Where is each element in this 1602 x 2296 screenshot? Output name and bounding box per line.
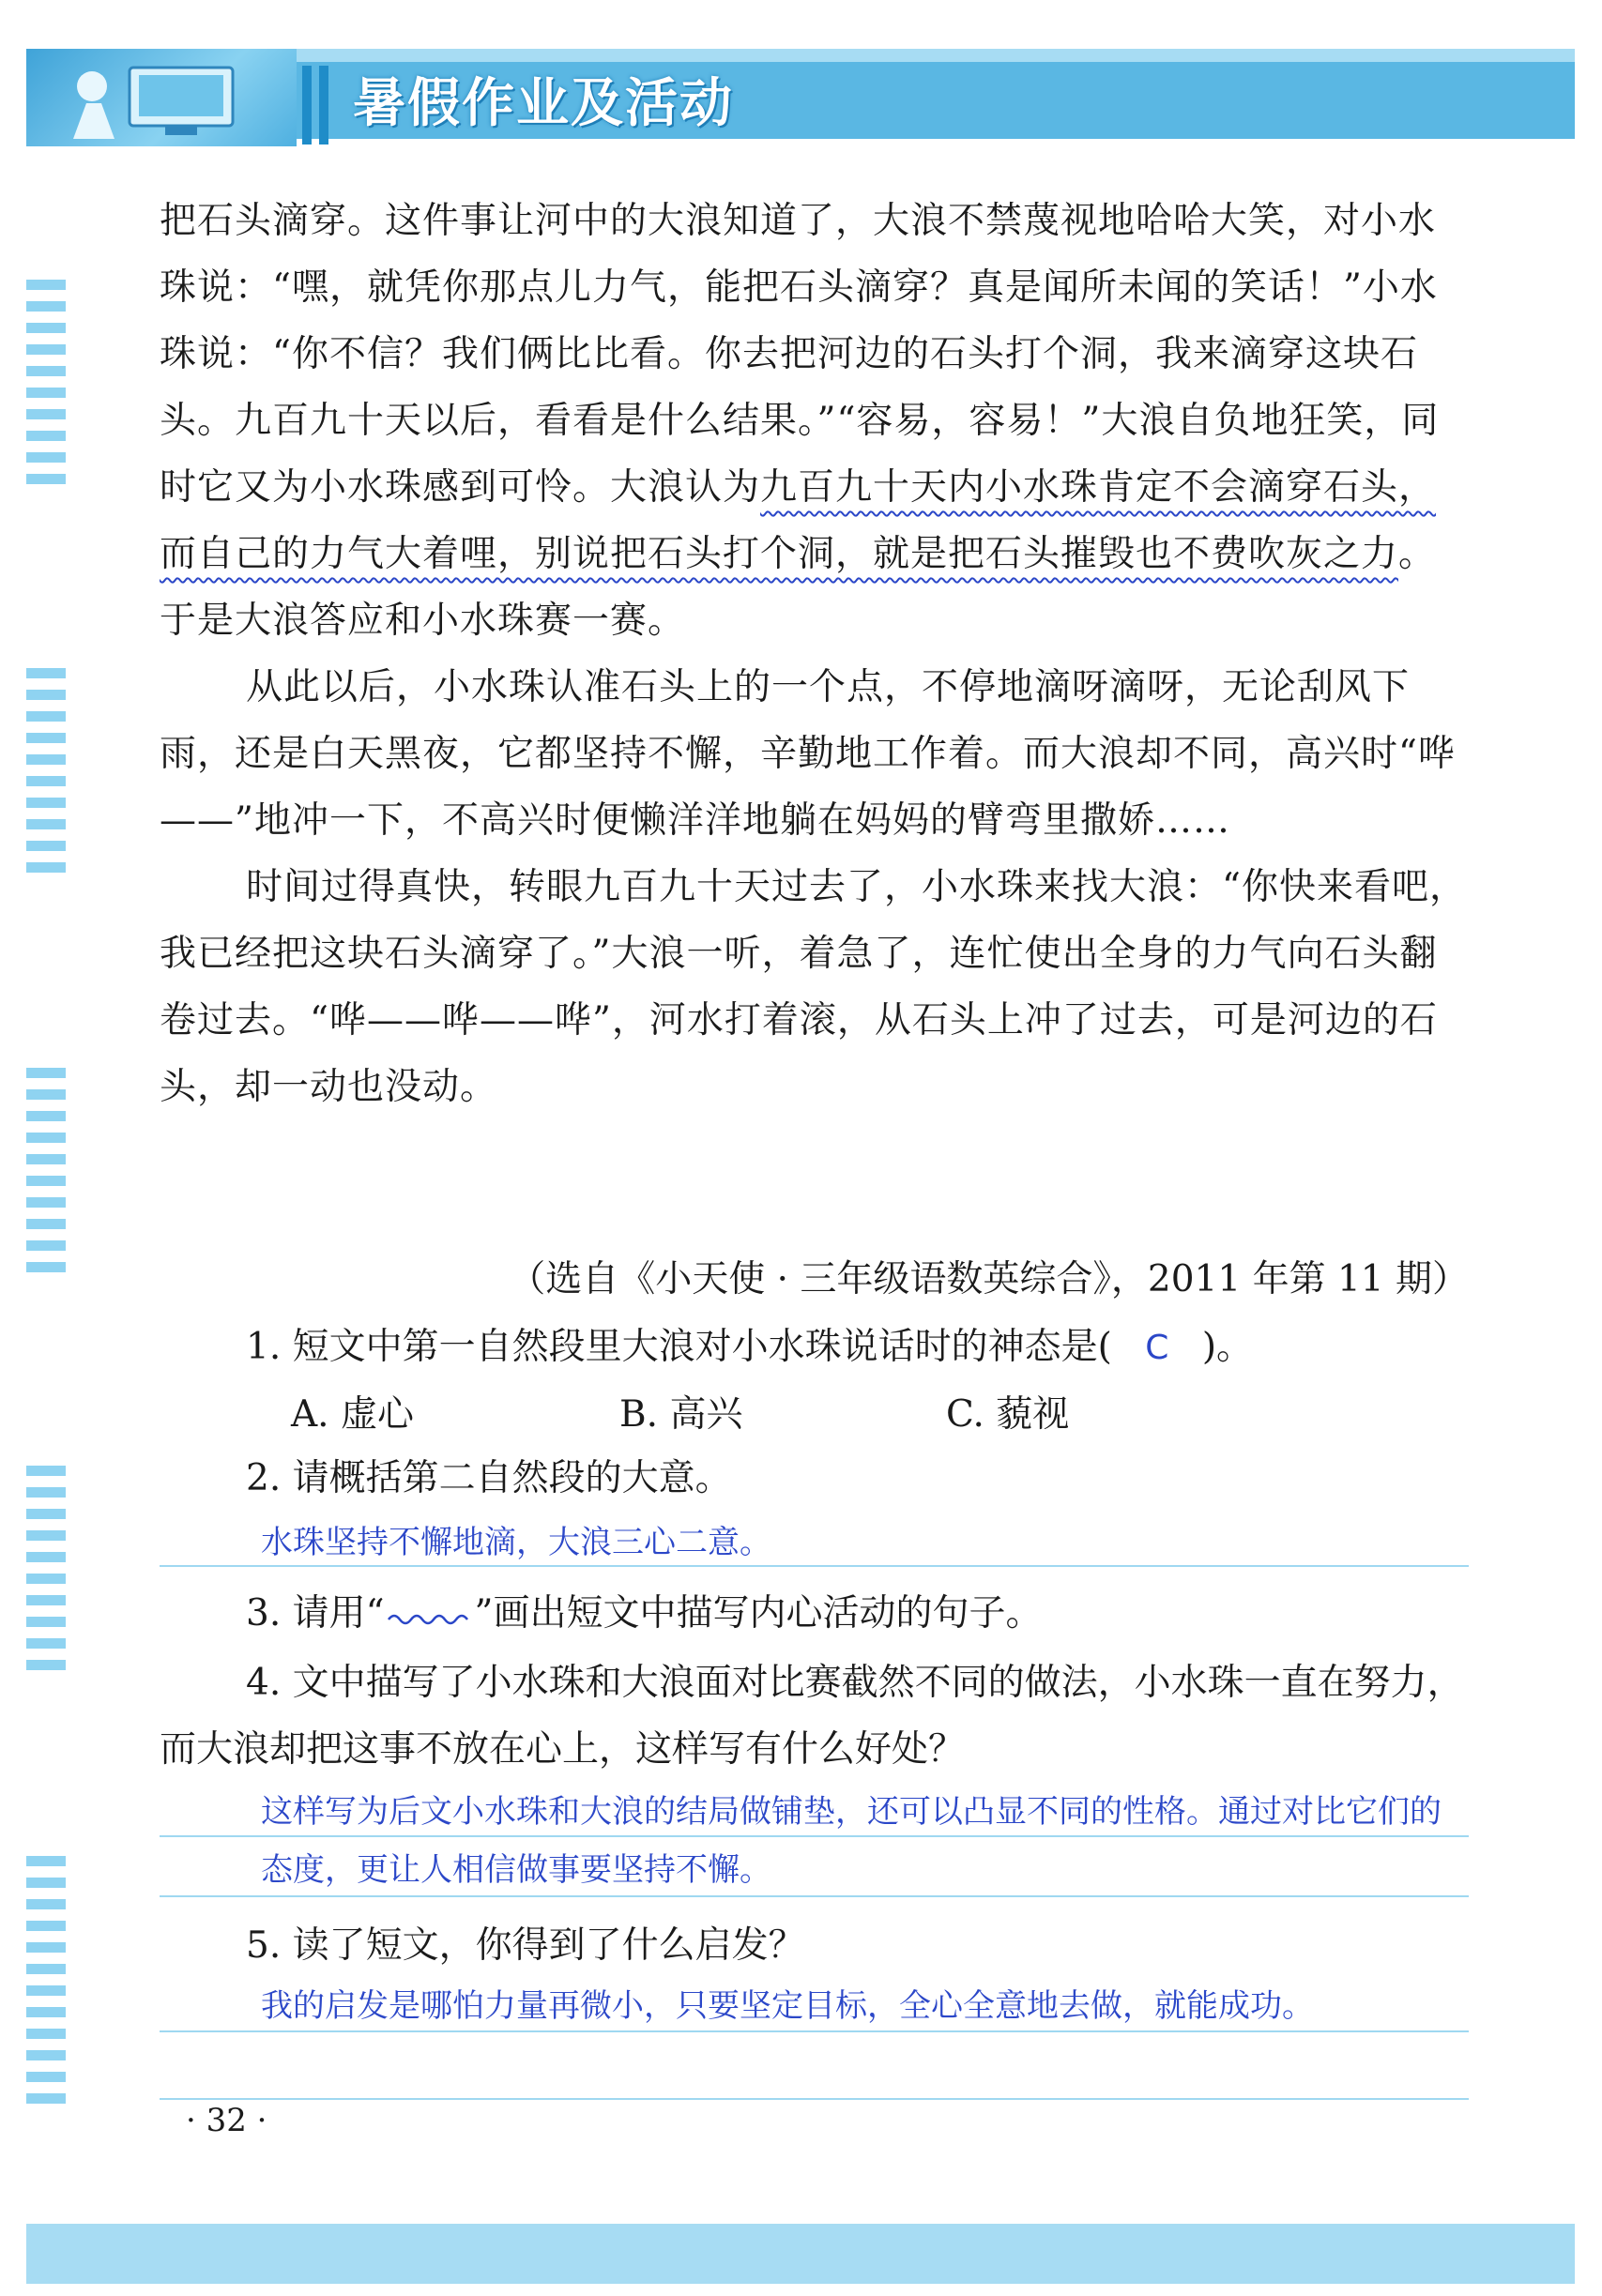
- answer-line: [160, 2098, 1469, 2100]
- wavy-line-sample: [385, 1592, 475, 1635]
- passage: [160, 188, 1469, 1120]
- side-decoration: [26, 280, 66, 495]
- side-decoration: [26, 1856, 66, 2115]
- header-divider-bars: [302, 66, 340, 144]
- option-b: B. 高兴: [619, 1393, 743, 1436]
- page-number: · 32 ·: [186, 2102, 267, 2139]
- side-decoration: [26, 1068, 66, 1284]
- answer-line: [160, 1565, 1469, 1567]
- side-decoration: [26, 1466, 66, 1681]
- question-1: 1. 短文中第一自然段里大浪对小水珠说话时的神态是( C )。: [246, 1326, 1254, 1368]
- option-a: A. 虚心: [291, 1393, 414, 1436]
- paragraph-3: 时间过得真快，转眼九百九十天过去了，小水珠来找大浪：“你快来看吧，我已经把这块石头滴穿了。”大浪一听，着急了，连忙使出全身的力气向石头翻卷过去。“哗——哗——哗”，河水打着滚，从石头上冲了过去，可是河边的石头，却一动也没动。: [160, 866, 1467, 1108]
- wavy-underlined-sentence: 九百九十天内小水珠肯定不会滴穿石头，而自己的力气大着哩，别说把石头打个洞，就是把石头摧毁也不费吹灰之力: [160, 466, 1437, 575]
- header-title: 暑假作业及活动: [353, 73, 734, 134]
- answer-line: [160, 2030, 1469, 2032]
- question-5: 5. 读了短文，你得到了什么启发？: [246, 1924, 805, 1967]
- answer-4: 这样写为后文小水珠和大浪的结局做铺垫，还可以凸显不同的性格。通过对比它们的态度，更让人相信做事要坚持不懈。: [261, 1793, 1442, 1889]
- answer-2: 水珠坚持不懈地滴，大浪三心二意。: [261, 1524, 771, 1561]
- answer-line: [160, 1895, 1469, 1897]
- paragraph-1: 把石头滴穿。这件事让河中的大浪知道了，大浪不禁蔑视地哈哈大笑，对小水珠说：“嘿，就凭你那点儿力气，能把石头滴穿？真是闻所未闻的笑话！”小水珠说：“你不信？我们俩比比看。你去把河边的石头打个洞，我来滴穿这块石头。九百九十天以后，看看是什么结果。”“容易，容易！”大浪自负地狂笑，同时它又为小水珠感到可怜。大浪认为九百九十天内小水珠肯定不会滴穿石头，而自己的力气大着哩，别说把石头打个洞，就是把石头摧毁也不费吹灰之力。于是大浪答应和小水珠赛一赛。: [160, 200, 1440, 642]
- computer-icon: [45, 54, 280, 144]
- answer-blank: [1112, 1326, 1202, 1368]
- question-2: 2. 请概括第二自然段的大意。: [246, 1457, 732, 1499]
- side-decoration: [26, 668, 66, 884]
- answer-line: [160, 1835, 1469, 1837]
- source-citation: （选自《小天使 · 三年级语数英综合》，2011 年第 11 期）: [509, 1258, 1469, 1300]
- paragraph-2: 从此以后，小水珠认准石头上的一个点，不停地滴呀滴呀，无论刮风下雨，还是白天黑夜，它都坚持不懈，辛勤地工作着。而大浪却不同，高兴时“哗——”地冲一下，不高兴时便懒洋洋地躺在妈妈的臂弯里撒娇……: [160, 666, 1456, 842]
- option-c: C. 藐视: [946, 1393, 1070, 1436]
- question-4: 4. 文中描写了小水珠和大浪面对比赛截然不同的做法，小水珠一直在努力，而大浪却把这事不放在心上，这样写有什么好处？: [160, 1662, 1464, 1771]
- question-3: 3. 请用“ ”画出短文中描写内心活动的句子。: [246, 1592, 1043, 1635]
- answer-5: 我的启发是哪怕力量再微小，只要坚定目标，全心全意地去做，就能成功。: [261, 1987, 1314, 2025]
- header-logo: [26, 49, 297, 146]
- footer-band: [26, 2224, 1575, 2284]
- answer-choice: C: [1145, 1329, 1169, 1367]
